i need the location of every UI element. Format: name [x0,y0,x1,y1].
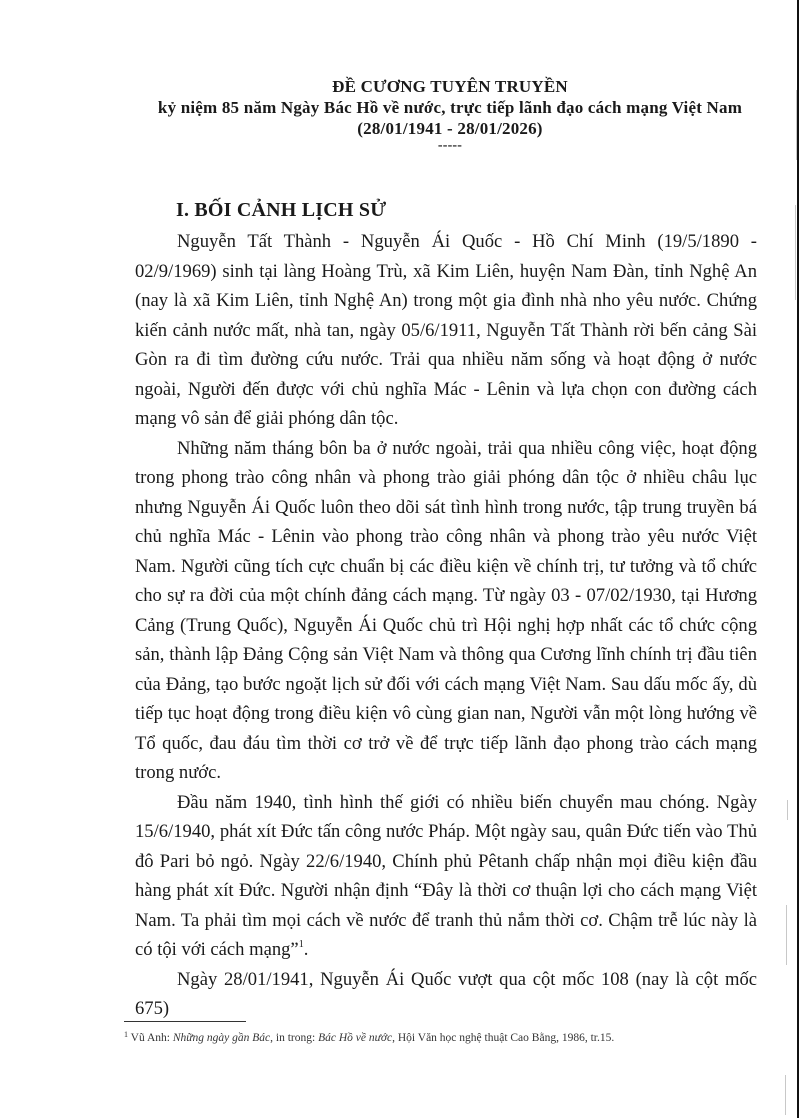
footnote-number: 1 [124,1030,128,1039]
scan-streak [785,1075,786,1115]
paragraph: Ngày 28/01/1941, Nguyễn Ái Quốc vượt qua cột mốc 108 (nay là cột mốc 675) [135,968,757,1019]
paragraph [135,788,757,965]
footnote [124,1031,764,1045]
section-body [135,227,757,1024]
document-subtitle: kỷ niệm 85 năm Ngày Bác Hồ về nước, trực tiếp lãnh đạo cách mạng Việt Nam [157,98,743,117]
footnote-separator [124,1021,246,1022]
page-edge-line [797,0,799,1118]
scan-streak [787,800,788,820]
footnote-author: Vũ Anh: [130,1032,173,1044]
paragraph: Nguyễn Tất Thành - Nguyễn Ái Quốc - Hồ Chí Minh (19/5/1890 - 02/9/1969) sinh tại làng Hoàng Trù, xã Kim Liên, huyện Nam Đàn, tỉnh Nghệ An (nay là xã Kim Liên, tỉnh Nghệ An) trong một gia đình nhà nho yêu nước. Chứng kiến cảnh nước mất, nhà tan, ngày 05/6/1911, Nguyễn Tất Thành rời bến cảng Sài Gòn ra đi tìm đường cứu nước. Trải qua nhiều năm sống và hoạt động ở nước ngoài, Người đến được với chủ nghĩa Mác - Lênin và lựa chọn con đường cách mạng vô sản để giải phóng dân tộc. [135,231,757,429]
footnote-work-title: Những ngày gần Bác [172,1032,271,1044]
paragraph-text: Đầu năm 1940, tình hình thế giới có nhiều biến chuyển mau chóng. Ngày 15/6/1940, phát xít Đức tấn công nước Pháp. Một ngày sau, quân Đức tiến vào Thủ đô Pari bỏ ngỏ. Ngày 22/6/1940, Chính phủ Pêtanh chấp nhận mọi điều kiện đầu hàng phát xít Đức. Người nhận định “Đây là thời cơ thuận lợi cho cách mạng Việt Nam. Ta phải tìm mọi cách về nước để tranh thủ nắm thời cơ. Chậm trễ lúc này là có tội với cách mạng” [135,791,757,960]
paragraph: Những năm tháng bôn ba ở nước ngoài, trải qua nhiều công việc, hoạt động trong phong trào công nhân và phong trào giải phóng dân tộc ở nhiều châu lục nhưng Nguyễn Ái Quốc luôn theo dõi sát tình hình trong nước, tập trung truyền bá chủ nghĩa Mác - Lênin vào phong trào công nhân và phong trào yêu nước Việt Nam. Người cũng tích cực chuẩn bị các điều kiện về chính trị, tư tưởng và tổ chức cho sự ra đời của một chính đảng cách mạng. Từ ngày 03 - 07/02/1930, tại Hương Cảng (Trung Quốc), Nguyễn Ái Quốc chủ trì Hội nghị hợp nhất các tổ chức cộng sản, thành lập Đảng Cộng sản Việt Nam và thông qua Cương lĩnh chính trị đầu tiên của Đảng, tạo bước ngoặt lịch sử đối với cách mạng Việt Nam. Sau dấu mốc ấy, dù tiếp tục hoạt động trong điều kiện vô cùng gian nan, Người vẫn một lòng hướng về Tổ quốc, đau đáu tìm thời cơ trở về để trực tiếp lãnh đạo phong trào cách mạng trong nước. [135,437,757,783]
title-separator: ----- [437,138,463,153]
footnote-in-text: , in trong: [270,1032,319,1044]
document-date-range: (28/01/1941 - 28/01/2026) [357,119,543,138]
paragraph-end-punctuation: . [303,939,309,960]
section-heading: I. BỐI CẢNH LỊCH SỬ [176,199,387,221]
footnote-publisher: , Hội Văn học nghệ thuật Cao Bằng, 1986, tr.15. [392,1032,615,1044]
footnote-reference[interactable]: 1 [298,939,304,950]
scan-streak [795,205,796,300]
document-title-block [0,76,800,153]
scan-streak [786,905,787,965]
footnote-collection-title: Bác Hồ về nước [318,1032,393,1044]
document-title: ĐỀ CƯƠNG TUYÊN TRUYỀN [332,77,568,96]
